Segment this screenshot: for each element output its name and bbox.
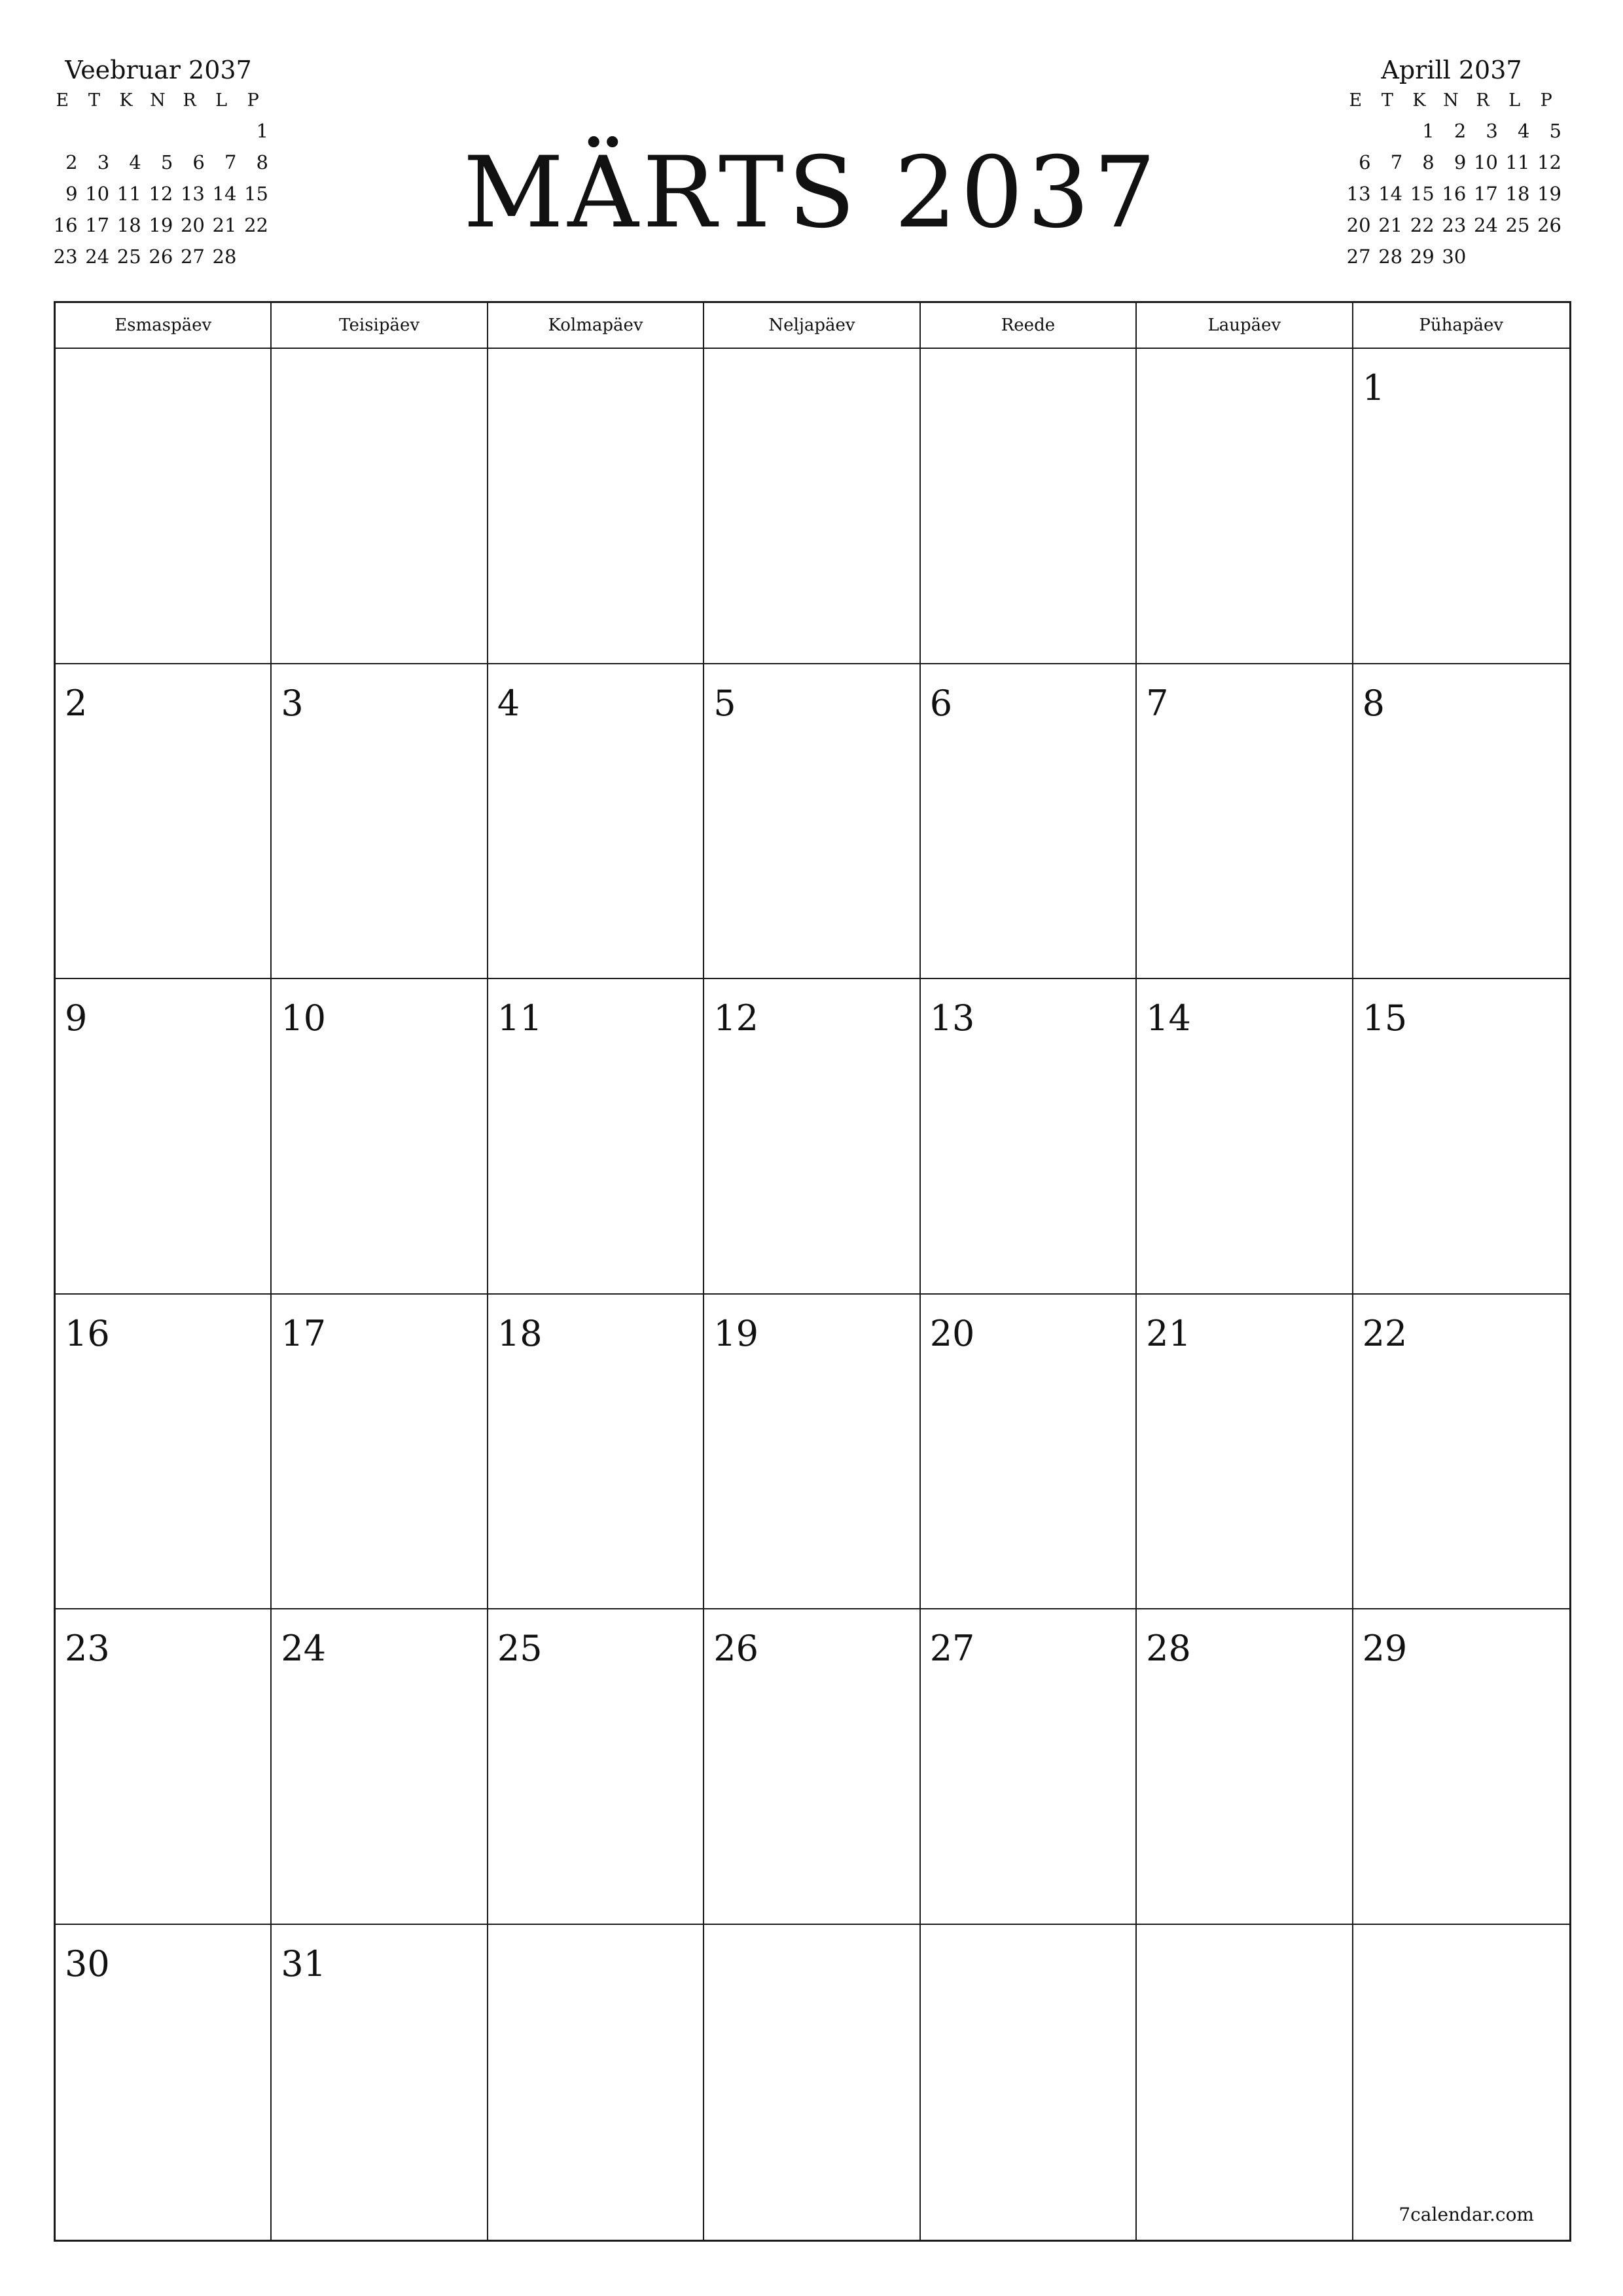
mini-day: 19 bbox=[149, 214, 173, 236]
day-cell bbox=[488, 1925, 704, 2240]
day-cell bbox=[704, 664, 920, 980]
weekday-header: Teisipäev bbox=[272, 303, 488, 349]
mini-day: 21 bbox=[1378, 214, 1403, 236]
day-cell bbox=[1353, 1609, 1569, 1925]
mini-day: 14 bbox=[1378, 183, 1403, 205]
day-number: 26 bbox=[713, 1628, 758, 1669]
mini-day: 19 bbox=[1537, 183, 1561, 205]
day-cell bbox=[1353, 979, 1569, 1295]
mini-weekday-label: L bbox=[1508, 90, 1521, 111]
mini-day: 24 bbox=[1473, 214, 1498, 236]
day-number: 9 bbox=[65, 997, 88, 1039]
mini-day: 3 bbox=[1486, 120, 1498, 142]
mini-day: 11 bbox=[116, 183, 141, 205]
mini-day: 27 bbox=[180, 245, 205, 268]
day-cell bbox=[1137, 664, 1353, 980]
mini-day: 26 bbox=[1537, 214, 1561, 236]
mini-day: 5 bbox=[1549, 120, 1561, 142]
mini-calendar-grid bbox=[1340, 86, 1563, 272]
mini-weekday-label: E bbox=[56, 90, 69, 111]
day-number: 13 bbox=[929, 997, 975, 1039]
mini-day: 20 bbox=[1346, 214, 1371, 236]
mini-day: 22 bbox=[244, 214, 268, 236]
mini-day: 16 bbox=[53, 214, 78, 236]
day-cell bbox=[272, 1295, 488, 1610]
mini-day: 28 bbox=[212, 245, 237, 268]
day-cell bbox=[1137, 1609, 1353, 1925]
day-number: 15 bbox=[1362, 997, 1408, 1039]
day-cell bbox=[1353, 664, 1569, 980]
day-number: 22 bbox=[1362, 1312, 1408, 1354]
day-number: 7 bbox=[1146, 682, 1169, 724]
mini-day: 22 bbox=[1410, 214, 1435, 236]
day-number: 29 bbox=[1362, 1628, 1408, 1669]
mini-day bbox=[1372, 115, 1404, 147]
day-cell bbox=[704, 349, 920, 664]
mini-weekday-label: N bbox=[1443, 90, 1459, 111]
mini-day: 17 bbox=[85, 214, 110, 236]
day-number: 17 bbox=[281, 1312, 327, 1354]
mini-weekday-label: R bbox=[183, 90, 196, 111]
day-number: 30 bbox=[65, 1943, 110, 1984]
day-cell bbox=[921, 349, 1137, 664]
mini-weekday-label: K bbox=[119, 90, 133, 111]
day-cell bbox=[704, 979, 920, 1295]
weekday-header: Pühapäev bbox=[1353, 303, 1569, 349]
weekday-header: Esmaspäev bbox=[56, 303, 272, 349]
day-cell bbox=[488, 1295, 704, 1610]
day-cell bbox=[488, 1609, 704, 1925]
mini-day: 7 bbox=[1390, 151, 1403, 173]
mini-day: 9 bbox=[1454, 151, 1467, 173]
mini-day bbox=[1531, 241, 1563, 272]
mini-day bbox=[1467, 241, 1499, 272]
mini-day: 27 bbox=[1346, 245, 1371, 268]
day-cell bbox=[272, 349, 488, 664]
mini-day: 8 bbox=[256, 151, 268, 173]
mini-day: 12 bbox=[1537, 151, 1561, 173]
weekday-header: Kolmapäev bbox=[488, 303, 704, 349]
mini-day: 14 bbox=[212, 183, 237, 205]
mini-day: 2 bbox=[1454, 120, 1467, 142]
day-cell bbox=[921, 1609, 1137, 1925]
mini-day: 1 bbox=[1422, 120, 1435, 142]
day-cell bbox=[704, 1295, 920, 1610]
weekday-header: Neljapäev bbox=[704, 303, 920, 349]
mini-day: 13 bbox=[180, 183, 205, 205]
day-number: 10 bbox=[281, 997, 327, 1039]
day-number: 14 bbox=[1146, 997, 1191, 1039]
mini-weekday-label: L bbox=[215, 90, 228, 111]
day-cell bbox=[1353, 349, 1569, 664]
day-cell bbox=[704, 1609, 920, 1925]
mini-calendar-title: Veebruar 2037 bbox=[65, 56, 252, 84]
mini-day: 30 bbox=[1442, 245, 1467, 268]
day-cell bbox=[921, 979, 1137, 1295]
day-number: 8 bbox=[1362, 682, 1385, 724]
day-number: 12 bbox=[713, 997, 758, 1039]
mini-day: 1 bbox=[256, 120, 268, 142]
day-number: 19 bbox=[713, 1312, 758, 1354]
month-grid bbox=[54, 301, 1571, 2242]
day-cell bbox=[488, 664, 704, 980]
day-number: 1 bbox=[1362, 367, 1385, 408]
mini-day: 23 bbox=[1442, 214, 1467, 236]
weekday-header: Laupäev bbox=[1137, 303, 1353, 349]
mini-day: 13 bbox=[1346, 183, 1371, 205]
mini-day: 8 bbox=[1422, 151, 1435, 173]
day-number: 2 bbox=[65, 682, 88, 724]
day-cell bbox=[921, 1295, 1137, 1610]
day-number: 28 bbox=[1146, 1628, 1191, 1669]
day-cell bbox=[272, 664, 488, 980]
site-credit: 7calendar.com bbox=[1399, 2204, 1534, 2225]
mini-day: 11 bbox=[1505, 151, 1530, 173]
weekday-header: Reede bbox=[921, 303, 1137, 349]
day-cell bbox=[1137, 1925, 1353, 2240]
day-number: 16 bbox=[65, 1312, 110, 1354]
mini-day: 10 bbox=[85, 183, 110, 205]
day-number: 21 bbox=[1146, 1312, 1191, 1354]
mini-day: 4 bbox=[129, 151, 141, 173]
mini-day: 6 bbox=[1359, 151, 1371, 173]
mini-weekday-label: E bbox=[1349, 90, 1363, 111]
day-cell bbox=[488, 979, 704, 1295]
day-number: 27 bbox=[929, 1628, 975, 1669]
day-cell bbox=[56, 979, 272, 1295]
mini-day: 26 bbox=[149, 245, 173, 268]
day-cell bbox=[272, 1925, 488, 2240]
mini-day: 21 bbox=[212, 214, 237, 236]
mini-day: 25 bbox=[1505, 214, 1530, 236]
mini-calendar-next bbox=[1340, 54, 1563, 272]
day-cell bbox=[56, 349, 272, 664]
day-cell bbox=[272, 979, 488, 1295]
day-number: 24 bbox=[281, 1628, 327, 1669]
mini-day: 24 bbox=[85, 245, 110, 268]
mini-calendar-title: Aprill 2037 bbox=[1381, 56, 1522, 84]
mini-weekday-label: K bbox=[1412, 90, 1426, 111]
day-cell bbox=[272, 1609, 488, 1925]
mini-day: 15 bbox=[1410, 183, 1435, 205]
mini-day: 12 bbox=[149, 183, 173, 205]
day-number: 20 bbox=[929, 1312, 975, 1354]
mini-day: 18 bbox=[1505, 183, 1530, 205]
mini-day: 20 bbox=[180, 214, 205, 236]
mini-day bbox=[1340, 115, 1372, 147]
page-title: MÄRTS 2037 bbox=[463, 136, 1160, 250]
day-number: 3 bbox=[281, 682, 304, 724]
mini-day: 28 bbox=[1378, 245, 1403, 268]
mini-weekday-label: P bbox=[1540, 90, 1552, 111]
day-cell bbox=[488, 349, 704, 664]
mini-day: 23 bbox=[53, 245, 78, 268]
mini-day: 5 bbox=[160, 151, 173, 173]
day-cell bbox=[1137, 979, 1353, 1295]
mini-day: 10 bbox=[1473, 151, 1498, 173]
day-number: 23 bbox=[65, 1628, 110, 1669]
mini-weekday-label: P bbox=[247, 90, 259, 111]
mini-day: 3 bbox=[97, 151, 110, 173]
day-cell bbox=[921, 664, 1137, 980]
mini-day: 7 bbox=[224, 151, 237, 173]
mini-day: 9 bbox=[65, 183, 78, 205]
mini-day: 29 bbox=[1410, 245, 1435, 268]
day-cell bbox=[56, 664, 272, 980]
day-number: 25 bbox=[497, 1628, 543, 1669]
mini-weekday-label: T bbox=[1381, 90, 1393, 111]
mini-weekday-label: R bbox=[1476, 90, 1489, 111]
day-number: 11 bbox=[497, 997, 543, 1039]
mini-day: 25 bbox=[116, 245, 141, 268]
day-cell bbox=[1353, 1295, 1569, 1610]
day-cell bbox=[56, 1295, 272, 1610]
day-number: 4 bbox=[497, 682, 520, 724]
day-number: 5 bbox=[713, 682, 736, 724]
mini-day: 16 bbox=[1442, 183, 1467, 205]
mini-day: 2 bbox=[65, 151, 78, 173]
mini-weekday-label: T bbox=[88, 90, 100, 111]
mini-day bbox=[1499, 241, 1531, 272]
mini-day: 6 bbox=[192, 151, 205, 173]
mini-day: 17 bbox=[1473, 183, 1498, 205]
day-cell bbox=[1353, 1925, 1569, 2240]
day-cell bbox=[1137, 1295, 1353, 1610]
mini-day: 4 bbox=[1517, 120, 1530, 142]
day-cell bbox=[921, 1925, 1137, 2240]
mini-day: 18 bbox=[116, 214, 141, 236]
day-cell bbox=[1137, 349, 1353, 664]
day-cell bbox=[56, 1609, 272, 1925]
day-number: 31 bbox=[281, 1943, 327, 1984]
day-number: 18 bbox=[497, 1312, 543, 1354]
day-cell bbox=[56, 1925, 272, 2240]
day-cell bbox=[704, 1925, 920, 2240]
mini-weekday-label: N bbox=[150, 90, 166, 111]
mini-day: 15 bbox=[244, 183, 268, 205]
day-number: 6 bbox=[929, 682, 953, 724]
